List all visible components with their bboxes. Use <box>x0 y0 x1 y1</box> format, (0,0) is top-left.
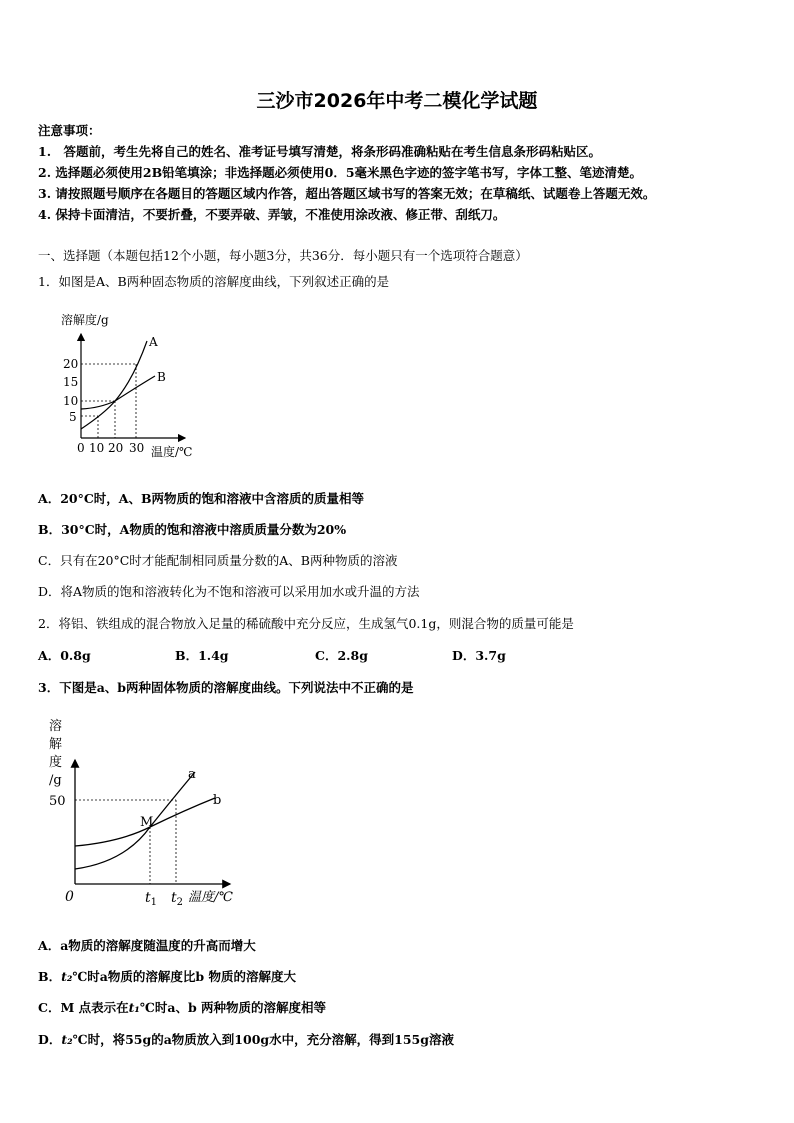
q3-label-a: a <box>188 767 196 782</box>
q3-ylabel-1: 溶 <box>49 719 63 734</box>
q2-option-c: C．2.8g <box>315 648 368 663</box>
q1-xtick-20: 20 <box>108 441 124 455</box>
q3-ylabel-2: 解 <box>49 737 63 752</box>
q3-curve-a <box>75 772 195 869</box>
q3-origin: 0 <box>65 889 74 905</box>
q3-option-d: D．t₂℃时，将55g的a物质放入到100g水中，充分溶解，得到155g溶液 <box>38 1032 454 1047</box>
note-item-3: 3. 请按照题号顺序在各题目的答题区域内作答，超出答题区域书写的答案无效；在草稿纸、试题卷上答题无效。 <box>38 186 656 201</box>
q1-xtick-10: 10 <box>89 441 105 455</box>
q3-label-b: b <box>213 793 222 808</box>
q1-xtick-30: 30 <box>129 441 145 455</box>
notes-heading: 注意事项： <box>38 123 101 138</box>
q1-chart <box>55 308 215 463</box>
q3-point-m: M <box>140 815 154 830</box>
q1-option-c: C．只有在20°C时才能配制相同质量分数的A、B两种物质的溶液 <box>38 553 398 568</box>
q3-option-b: B．t₂℃时a物质的溶解度比b 物质的溶解度大 <box>38 969 296 984</box>
q3-xlabel: 温度/℃ <box>188 890 233 905</box>
page-title: 三沙市2026年中考二模化学试题 <box>256 90 538 112</box>
q3-option-a: A．a物质的溶解度随温度的升高而增大 <box>38 938 256 953</box>
q3-t1: $t_1$ <box>145 890 158 908</box>
q2-stem: 2．将铝、铁组成的混合物放入足量的稀硫酸中充分反应，生成氢气0.1g，则混合物的质量可能是 <box>38 616 574 631</box>
q3-ytick-50: 50 <box>49 794 66 809</box>
q1-label-a: A <box>149 335 158 349</box>
q1-ylabel: 溶解度/g <box>61 313 109 327</box>
q1-option-b: B．30°C时，A物质的饱和溶液中溶质质量分数为20% <box>38 522 347 537</box>
q1-ytick-20: 20 <box>63 357 79 371</box>
q3-stem: 3．下图是a、b两种固体物质的溶解度曲线。下列说法中不正确的是 <box>38 680 414 695</box>
q3-chart <box>45 712 260 912</box>
section-heading: 一、选择题（本题包括12个小题，每小题3分，共36分．每小题只有一个选项符合题意） <box>38 248 528 263</box>
q2-option-d: D．3.7g <box>452 648 506 663</box>
q1-ytick-5: 5 <box>69 410 77 424</box>
note-item-1: 1. 答题前，考生先将自己的姓名、准考证号填写清楚，将条形码准确粘贴在考生信息条形码粘贴区。 <box>38 144 602 159</box>
note-item-4: 4. 保持卡面清洁，不要折叠，不要弄破、弄皱，不准使用涂改液、修正带、刮纸刀。 <box>38 207 506 222</box>
q1-option-a: A．20°C时，A、B两物质的饱和溶液中含溶质的质量相等 <box>38 491 365 506</box>
q1-label-b: B <box>157 370 166 384</box>
q3-ylabel-4: /g <box>49 773 62 788</box>
q1-stem: 1．如图是A、B两种固态物质的溶解度曲线，下列叙述正确的是 <box>38 274 390 289</box>
q1-ytick-10: 10 <box>63 394 79 408</box>
q3-t2: $t_2$ <box>171 890 184 908</box>
note-item-2: 2. 选择题必须使用2B铅笔填涂；非选择题必须使用0．5毫米黑色字迹的签字笔书写，字体工整、笔迹清楚。 <box>38 165 643 180</box>
q3-ylabel-3: 度 <box>49 755 63 770</box>
q1-option-d: D．将A物质的饱和溶液转化为不饱和溶液可以采用加水或升温的方法 <box>38 584 420 599</box>
q2-option-b: B．1.4g <box>175 648 229 663</box>
q1-xtick-0: 0 <box>77 441 85 455</box>
q1-curve-b <box>81 376 155 409</box>
q3-option-c: C．M 点表示在t₁℃时a、b 两种物质的溶解度相等 <box>38 1000 327 1015</box>
q1-xlabel: 温度/℃ <box>151 445 193 459</box>
q2-option-a: A．0.8g <box>38 648 91 663</box>
q1-ytick-15: 15 <box>63 375 79 389</box>
